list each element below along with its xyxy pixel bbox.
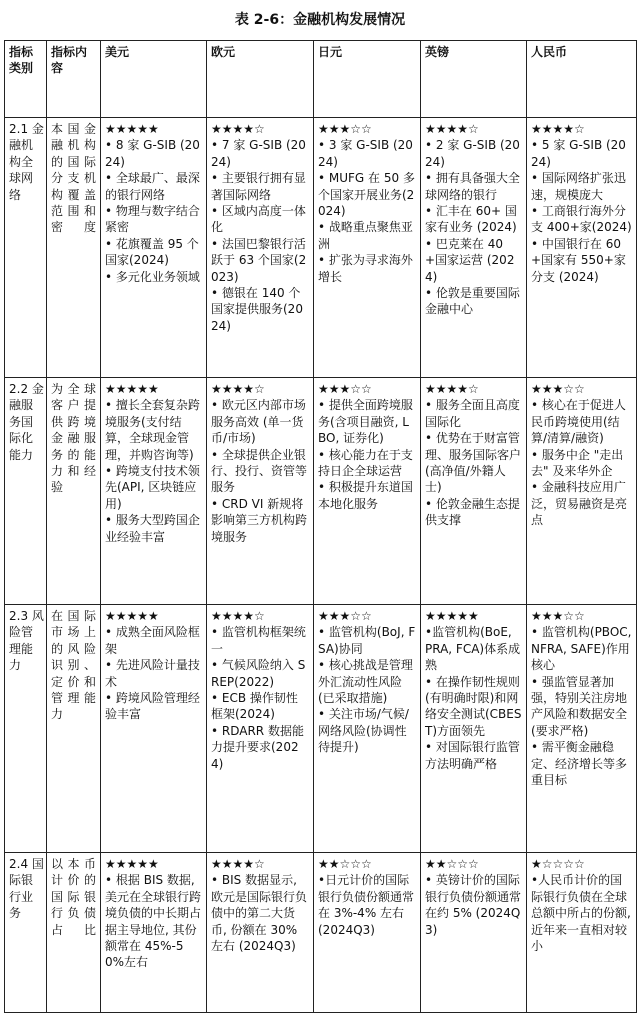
table-row: [5, 378, 637, 605]
bullet-point: • 拥有具备强大全球网络的银行: [425, 171, 520, 202]
star-rating: ★☆☆☆☆: [531, 857, 585, 871]
bullet-point: •人民币计价的国际银行负债在全球总额中所占的份额, 近年来一直相对较小: [531, 873, 631, 954]
star-rating: ★★★★★: [105, 382, 159, 396]
cell-eur: [207, 605, 314, 853]
bullet-point: • 伦敦金融生态提供支撑: [425, 496, 520, 528]
star-rating: ★★★☆☆: [318, 609, 372, 623]
cell-gbp: [421, 853, 527, 1013]
bullet-point: • 强监管显著加强，特别关注房地产风险和数据安全(要求严格): [531, 674, 628, 738]
bullet-point: • 跨境风险管理经验丰富: [105, 691, 200, 722]
bullet-point: • 气候风险纳入 SREP(2022): [211, 658, 306, 689]
star-rating: ★★☆☆☆: [425, 857, 479, 871]
header-gbp: 英镑: [421, 41, 527, 118]
bullet-point: • 中国银行在 60+国家有 550+家分支 (2024): [531, 236, 626, 284]
bullet-point: •日元计价的国际银行负债份额通常在 3%-4% 左右 (2024Q3): [318, 873, 415, 937]
star-rating: ★★★☆☆: [531, 609, 585, 623]
cell-eur: [207, 853, 314, 1013]
bullet-point: • 监管机构(PBOC, NFRA, SAFE)作用核心: [531, 625, 632, 673]
bullet-point: • 区域内高度一体化: [211, 204, 306, 235]
bullet-point: • 工商银行海外分支 400+家(2024): [531, 204, 632, 235]
table-row: [5, 118, 637, 378]
bullet-point: • BIS 数据显示, 欧元是国际银行负债中的第二大货币, 份额在 30%左右 (2024Q3): [211, 873, 308, 954]
star-rating: ★★★★☆: [425, 122, 479, 136]
header-eur: 欧元: [207, 41, 314, 118]
bullet-point: • ECB 操作韧性框架(2024): [211, 691, 298, 722]
bullet-point: • 战略重点聚焦亚洲: [318, 220, 413, 251]
indicator-category: 2.3 风险管理能力: [5, 605, 47, 853]
bullet-point: •监管机构(BoE, PRA, FCA)体系成熟: [425, 625, 521, 673]
bullet-point: • 英镑计价的国际银行负债份额通常在约 5% (2024Q3): [425, 873, 522, 937]
bullet-point: • 提供全面跨境服务(含项目融资, LBO, 证券化): [318, 398, 413, 446]
bullet-point: • 5 家 G-SIB (2024): [531, 138, 626, 169]
bullet-point: • 对国际银行监管方法明确严格: [425, 740, 520, 771]
bullet-point: • 伦敦是重要国际金融中心: [425, 286, 520, 317]
header-category: 指标类别: [5, 41, 47, 118]
cell-usd: [101, 118, 207, 378]
indicator-category: 2.2 金融服务国际化能力: [5, 378, 47, 605]
bullet-point: • 主要银行拥有显著国际网络: [211, 171, 306, 202]
cell-gbp: [421, 378, 527, 605]
bullet-point: • 先进风险计量技术: [105, 658, 200, 689]
bullet-point: • 核心在于促进人民币跨境使用(结算/清算/融资): [531, 398, 626, 446]
cell-eur: [207, 378, 314, 605]
cell-usd: [101, 605, 207, 853]
bullet-point: • 巴克莱在 40+国家运营 (2024): [425, 236, 515, 284]
bullet-point: • 需平衡金融稳定、经济增长等多重目标: [531, 740, 628, 788]
indicator-content: 本国金融机构的国际分支机构覆盖范围和密度: [47, 118, 101, 378]
bullet-point: • 多元化业务领域: [105, 269, 200, 284]
bullet-point: • 7 家 G-SIB (2024): [211, 138, 306, 169]
bullet-point: • MUFG 在 50 多个国家开展业务(2024): [318, 171, 415, 219]
bullet-point: • 欧元区内部市场服务高效 (单一货币/市场): [211, 398, 306, 446]
bullet-point: • 根据 BIS 数据, 美元在全球银行跨境负债的中长期占据主导地位, 其份额常在 45%-50%左右: [105, 873, 202, 970]
bullet-point: • 法国巴黎银行活跃于 63 个国家(2023): [211, 236, 307, 284]
bullet-point: • 花旗覆盖 95 个国家(2024): [105, 236, 199, 268]
bullet-point: • 成熟全面风险框架: [105, 625, 200, 656]
header-cny: 人民币: [527, 41, 637, 118]
bullet-point: • RDARR 数据能力提升要求(2024): [211, 723, 304, 771]
star-rating: ★★★☆☆: [531, 382, 585, 396]
bullet-point: • 核心能力在于支持日企全球运营: [318, 447, 413, 479]
star-rating: ★★★★☆: [211, 857, 265, 871]
cell-jpy: [314, 378, 421, 605]
table-row: [5, 605, 637, 853]
table-title: 表 2-6：金融机构发展情况: [234, 12, 406, 28]
bullet-point: • 监管机构(BoJ, FSA)协同: [318, 625, 416, 656]
cell-gbp: [421, 118, 527, 378]
cell-usd: [101, 378, 207, 605]
bullet-point: • 擅长全套复杂跨境服务(支付结算，全球现金管理，并购咨询等): [105, 398, 200, 462]
bullet-point: • 关注市场/气候/网络风险(协调性待提升): [318, 707, 409, 755]
indicator-content: 在国际市场上的风险识别、定价和管理能力: [47, 605, 101, 853]
cell-eur: [207, 118, 314, 378]
cell-cny: [527, 853, 637, 1013]
star-rating: ★★★★★: [105, 122, 159, 136]
cell-usd: [101, 853, 207, 1013]
bullet-point: • 优势在于财富管理、服务国际客户(高净值/外籍人士): [425, 431, 522, 495]
bullet-point: • 服务全面且高度国际化: [425, 398, 520, 429]
cell-jpy: [314, 605, 421, 853]
bullet-point: • 全球提供企业银行、投行、资管等服务: [211, 447, 308, 495]
star-rating: ★★☆☆☆: [318, 857, 372, 871]
bullet-point: • 3 家 G-SIB (2024): [318, 138, 413, 169]
bullet-point: • 2 家 G-SIB (2024): [425, 138, 520, 169]
bullet-point: • 扩张为寻求海外增长: [318, 253, 413, 284]
cell-gbp: [421, 605, 527, 853]
star-rating: ★★★★★: [105, 609, 159, 623]
indicator-category: 2.4 国际银行业务: [5, 853, 47, 1013]
bullet-point: • 德银在 140 个国家提供服务(2024): [211, 286, 303, 333]
cell-cny: [527, 378, 637, 605]
bullet-point: • 全球最广、最深的银行网络: [105, 171, 200, 202]
star-rating: ★★★★☆: [531, 122, 585, 136]
bullet-point: • 金融科技应用广泛，贸易融资是亮点: [531, 480, 628, 528]
bullet-point: • 服务中企 "走出去" 及来华外企: [531, 447, 624, 479]
header-jpy: 日元: [314, 41, 421, 118]
indicator-category: 2.1 金融机构全球网络: [5, 118, 47, 378]
bullet-point: • 国际网络扩张迅速，规模庞大: [531, 171, 626, 202]
header-indicator: 指标内容: [47, 41, 101, 118]
bullet-point: • 8 家 G-SIB (2024): [105, 138, 200, 169]
cell-cny: [527, 118, 637, 378]
star-rating: ★★★☆☆: [318, 122, 372, 136]
bullet-point: • 在操作韧性规则(有明确时限)和网络安全测试(CBEST)方面领先: [425, 674, 522, 738]
star-rating: ★★★★☆: [211, 122, 265, 136]
star-rating: ★★★☆☆: [318, 382, 372, 396]
cell-jpy: [314, 853, 421, 1013]
star-rating: ★★★★☆: [425, 382, 479, 396]
institution-development-table: [4, 40, 637, 1013]
bullet-point: • 跨境支付技术领先(API, 区块链应用): [105, 464, 200, 511]
bullet-point: • 物理与数字结合紧密: [105, 204, 200, 235]
bullet-point: • 监管机构框架统一: [211, 625, 306, 656]
table-row: [5, 853, 637, 1013]
header-usd: 美元: [101, 41, 207, 118]
indicator-content: 为全球客户提供跨境金融服务的能力和经验: [47, 378, 101, 605]
bullet-point: • 服务大型跨国企业经验丰富: [105, 513, 200, 544]
star-rating: ★★★★☆: [211, 609, 265, 623]
bullet-point: • 积极提升东道国本地化服务: [318, 480, 413, 511]
cell-cny: [527, 605, 637, 853]
star-rating: ★★★★★: [425, 609, 479, 623]
cell-jpy: [314, 118, 421, 378]
bullet-point: • CRD VI 新规将影响第三方机构跨境服务: [211, 496, 308, 544]
star-rating: ★★★★★: [105, 857, 159, 871]
bullet-point: • 核心挑战是管理外汇流动性风险(已采取措施): [318, 658, 413, 706]
indicator-content: 以本币计价的国际银行负债占比: [47, 853, 101, 1013]
header-row: [5, 41, 637, 118]
bullet-point: • 汇丰在 60+ 国家有业务 (2024): [425, 204, 517, 235]
star-rating: ★★★★☆: [211, 382, 265, 396]
